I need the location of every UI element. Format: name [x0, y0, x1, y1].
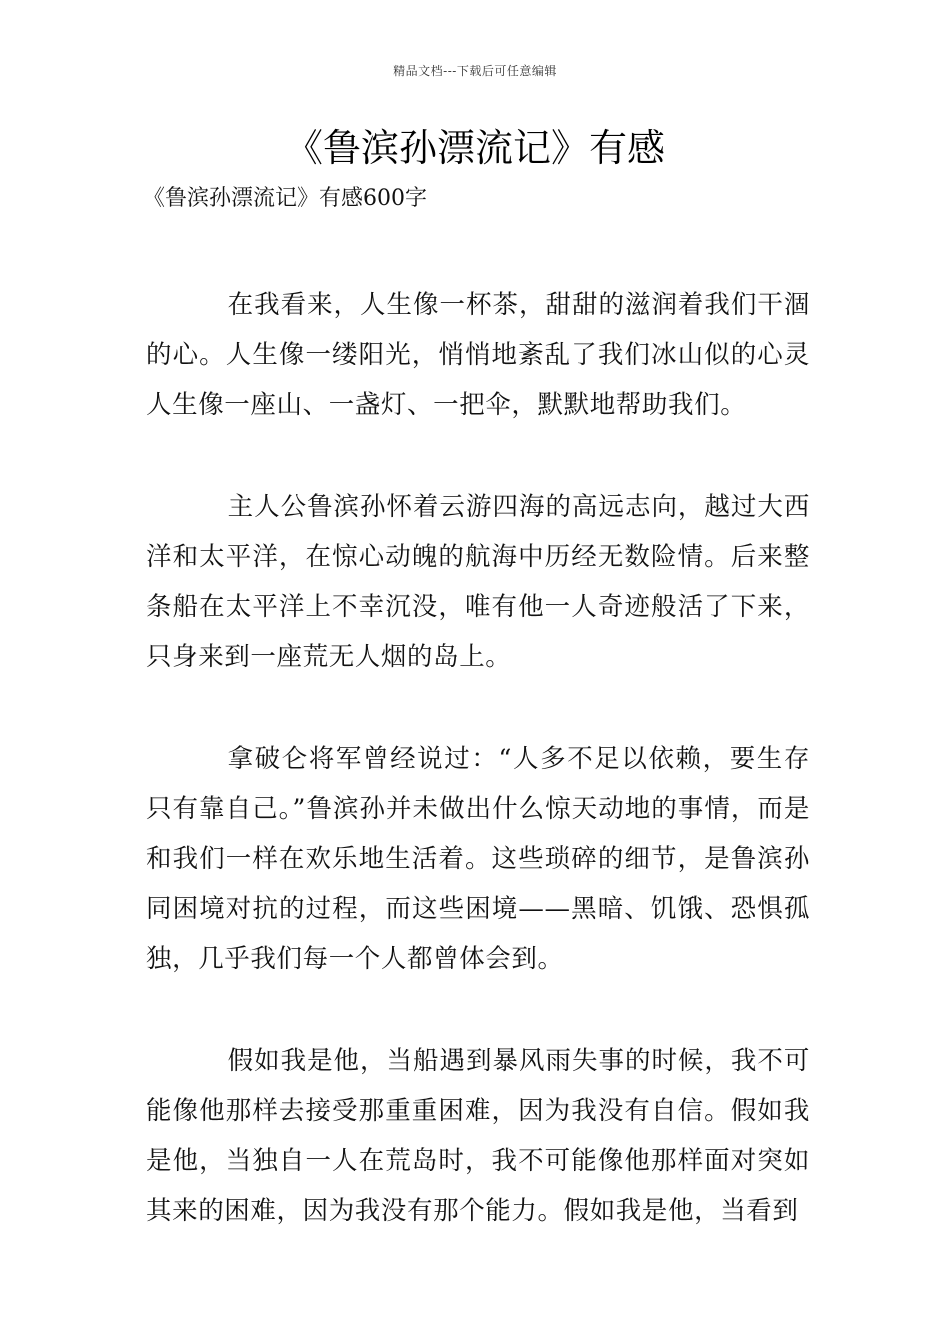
header-note: 精品文档---下载后可任意编辑	[393, 64, 557, 78]
document-body	[146, 280, 810, 1288]
document-subtitle: 《鲁滨孙漂流记》有感600字	[143, 186, 427, 211]
paragraph-2: 主人公鲁滨孙怀着云游四海的高远志向，越过大西洋和太平洋，在惊心动魄的航海中历经无数险情。后来整条船在太平洋上不幸沉没，唯有他一人奇迹般活了下来，只身来到一座荒无人烟的岛上。	[146, 492, 810, 672]
paragraph-3: 拿破仑将军曾经说过：“人多不足以依赖，要生存只有靠自己。”鲁滨孙并未做出什么惊天动地的事情，而是和我们一样在欢乐地生活着。这些琐碎的细节，是鲁滨孙同困境对抗的过程，而这些困境——黑暗、饥饿、恐惧孤独，几乎我们每一个人都曾体会到。	[146, 744, 810, 974]
document-title: 《鲁滨孙漂流记》有感	[284, 126, 665, 170]
paragraph-4: 假如我是他，当船遇到暴风雨失事的时候，我不可能像他那样去接受那重重困难，因为我没有自信。假如我是他，当独自一人在荒岛时，我不可能像他那样面对突如其来的困难，因为我没有那个能力。假如我是他，当看到	[146, 1046, 810, 1226]
paragraph-1: 在我看来，人生像一杯茶，甜甜的滋润着我们干涸的心。人生像一缕阳光，悄悄地紊乱了我们冰山似的心灵人生像一座山、一盏灯、一把伞，默默地帮助我们。	[146, 290, 810, 420]
